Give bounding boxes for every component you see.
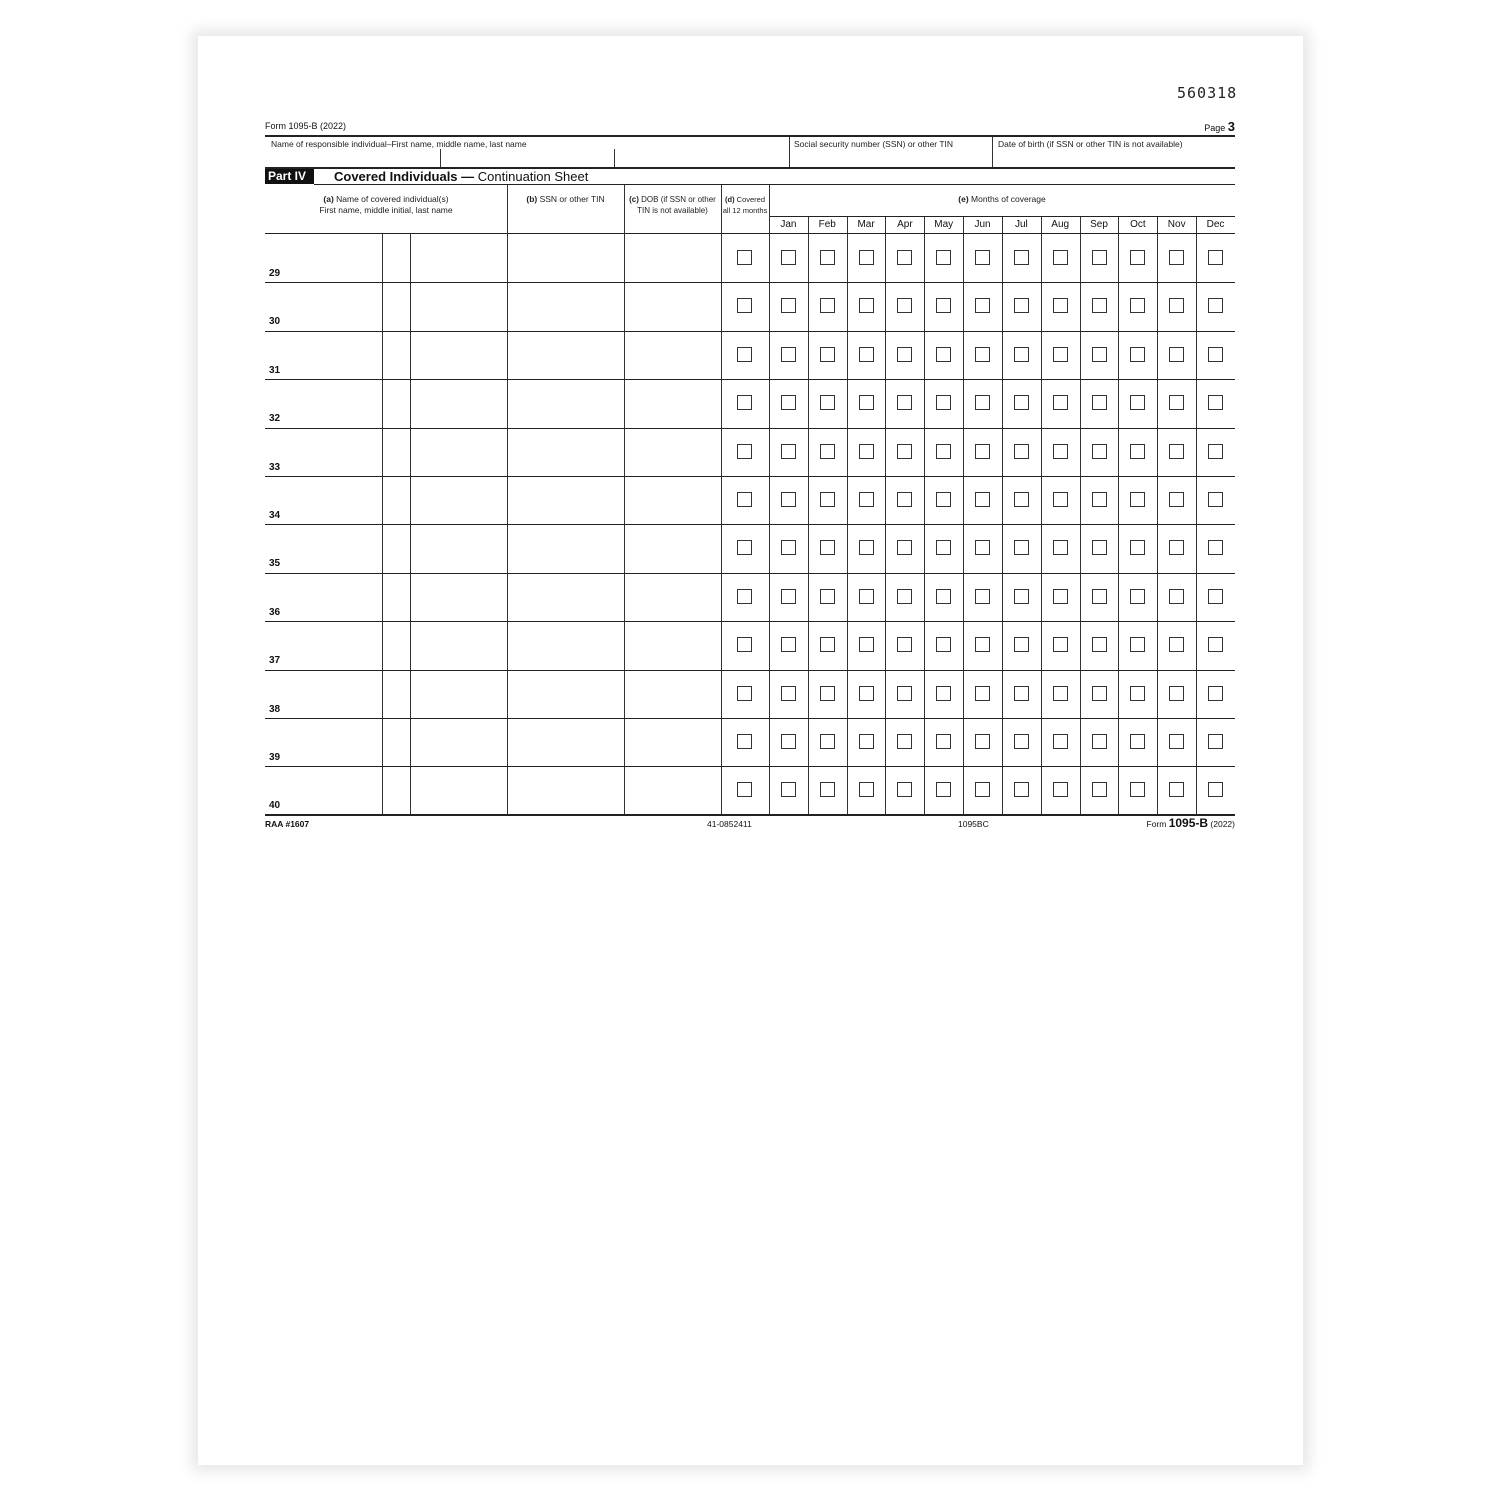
part-badge: Part IV (265, 169, 314, 184)
month-checkbox-feb[interactable] (820, 782, 835, 797)
month-checkbox-nov[interactable] (1169, 540, 1184, 555)
footer-form-year: (2022) (1208, 819, 1235, 829)
month-checkbox-jul[interactable] (1014, 298, 1029, 313)
month-checkbox-jul[interactable] (1014, 782, 1029, 797)
month-checkbox-jun[interactable] (975, 686, 990, 701)
month-checkbox-oct[interactable] (1130, 444, 1145, 459)
month-checkbox-sep[interactable] (1092, 298, 1107, 313)
month-checkbox-dec[interactable] (1208, 782, 1223, 797)
month-checkbox-sep[interactable] (1092, 637, 1107, 652)
row-dob-field[interactable] (625, 718, 721, 765)
month-header-aug: Aug (1051, 219, 1070, 230)
row-first-name-field[interactable] (265, 524, 382, 571)
month-checkbox-nov[interactable] (1169, 637, 1184, 652)
month-checkbox-jul[interactable] (1014, 637, 1029, 652)
month-checkbox-jan[interactable] (781, 347, 796, 362)
month-checkbox-mar[interactable] (859, 734, 874, 749)
row-dob-field[interactable] (625, 621, 721, 668)
row-ssn-field[interactable] (508, 573, 624, 620)
page-number (1204, 119, 1235, 134)
month-checkbox-apr[interactable] (897, 298, 912, 313)
month-checkbox-aug[interactable] (1053, 492, 1068, 507)
month-checkbox-sep[interactable] (1092, 589, 1107, 604)
month-checkbox-mar[interactable] (859, 782, 874, 797)
month-checkbox-jan[interactable] (781, 250, 796, 265)
row-last-name-field[interactable] (411, 573, 507, 620)
month-checkbox-oct[interactable] (1130, 347, 1145, 362)
row-last-name-field[interactable] (411, 718, 507, 765)
row-ssn-field[interactable] (508, 428, 624, 475)
month-checkbox-dec[interactable] (1208, 298, 1223, 313)
col-d-header (721, 194, 769, 216)
month-checkbox-apr[interactable] (897, 444, 912, 459)
month-checkbox-nov[interactable] (1169, 782, 1184, 797)
month-checkbox-feb[interactable] (820, 395, 835, 410)
month-header-dec: Dec (1206, 219, 1225, 230)
footer-form (1147, 816, 1236, 830)
month-checkbox-sep[interactable] (1092, 492, 1107, 507)
row-middle-initial-field[interactable] (383, 234, 410, 281)
month-checkbox-may[interactable] (936, 492, 951, 507)
month-checkbox-nov[interactable] (1169, 492, 1184, 507)
month-checkbox-jul[interactable] (1014, 492, 1029, 507)
month-checkbox-jun[interactable] (975, 298, 990, 313)
row-middle-initial-field[interactable] (383, 379, 410, 426)
responsible-middle-name-field[interactable] (441, 149, 614, 167)
month-header-mar: Mar (857, 219, 875, 230)
month-header-jul: Jul (1014, 219, 1028, 230)
month-checkbox-apr[interactable] (897, 492, 912, 507)
month-checkbox-sep[interactable] (1092, 444, 1107, 459)
month-checkbox-aug[interactable] (1053, 298, 1068, 313)
month-checkbox-mar[interactable] (859, 298, 874, 313)
month-checkbox-apr[interactable] (897, 734, 912, 749)
month-checkbox-oct[interactable] (1130, 492, 1145, 507)
row-middle-initial-field[interactable] (383, 331, 410, 378)
month-checkbox-mar[interactable] (859, 589, 874, 604)
month-checkbox-jun[interactable] (975, 782, 990, 797)
row-dob-field[interactable] (625, 670, 721, 717)
month-checkbox-sep[interactable] (1092, 540, 1107, 555)
month-checkbox-dec[interactable] (1208, 250, 1223, 265)
month-checkbox-oct[interactable] (1130, 637, 1145, 652)
top-rule (265, 135, 1235, 137)
month-checkbox-jun[interactable] (975, 347, 990, 362)
month-checkbox-aug[interactable] (1053, 347, 1068, 362)
month-checkbox-feb[interactable] (820, 492, 835, 507)
row-middle-initial-field[interactable] (383, 573, 410, 620)
month-checkbox-sep[interactable] (1092, 395, 1107, 410)
month-header-oct: Oct (1130, 219, 1146, 230)
covered-all-12-checkbox[interactable] (737, 347, 752, 362)
row-first-name-field[interactable] (265, 766, 382, 813)
month-checkbox-feb[interactable] (820, 637, 835, 652)
month-checkbox-aug[interactable] (1053, 734, 1068, 749)
month-checkbox-jul[interactable] (1014, 250, 1029, 265)
month-checkbox-nov[interactable] (1169, 734, 1184, 749)
row-middle-initial-field[interactable] (383, 766, 410, 813)
month-checkbox-oct[interactable] (1130, 395, 1145, 410)
month-checkbox-nov[interactable] (1169, 686, 1184, 701)
row-dob-field[interactable] (625, 379, 721, 426)
covered-all-12-checkbox[interactable] (737, 492, 752, 507)
month-checkbox-apr[interactable] (897, 589, 912, 604)
covered-all-12-checkbox[interactable] (737, 686, 752, 701)
month-checkbox-may[interactable] (936, 540, 951, 555)
col-d-tag: (d) (724, 195, 735, 204)
month-checkbox-jan[interactable] (781, 782, 796, 797)
month-checkbox-jul[interactable] (1014, 347, 1029, 362)
month-checkbox-nov[interactable] (1169, 589, 1184, 604)
month-checkbox-nov[interactable] (1169, 395, 1184, 410)
month-checkbox-oct[interactable] (1130, 734, 1145, 749)
month-checkbox-oct[interactable] (1130, 782, 1145, 797)
month-checkbox-jul[interactable] (1014, 540, 1029, 555)
month-checkbox-may[interactable] (936, 347, 951, 362)
month-checkbox-may[interactable] (936, 250, 951, 265)
row-dob-field[interactable] (625, 282, 721, 329)
col-b-tag: (b) (526, 194, 538, 204)
page-number-value: 3 (1227, 119, 1235, 134)
month-checkbox-dec[interactable] (1208, 589, 1223, 604)
row-first-name-field[interactable] (265, 670, 382, 717)
row-number: 31 (269, 364, 281, 376)
row-first-name-field[interactable] (265, 476, 382, 523)
month-checkbox-jul[interactable] (1014, 589, 1029, 604)
month-checkbox-jan[interactable] (781, 540, 796, 555)
month-checkbox-jan[interactable] (781, 637, 796, 652)
covered-all-12-checkbox[interactable] (737, 298, 752, 313)
row-last-name-field[interactable] (411, 234, 507, 281)
row-number: 35 (269, 558, 281, 570)
month-header-feb: Feb (818, 219, 836, 230)
covered-all-12-checkbox[interactable] (737, 637, 752, 652)
month-checkbox-sep[interactable] (1092, 686, 1107, 701)
row-number: 32 (269, 413, 281, 425)
month-checkbox-mar[interactable] (859, 250, 874, 265)
month-checkbox-jun[interactable] (975, 444, 990, 459)
row-middle-initial-field[interactable] (383, 428, 410, 475)
month-checkbox-feb[interactable] (820, 540, 835, 555)
row-last-name-field[interactable] (411, 476, 507, 523)
month-checkbox-aug[interactable] (1053, 589, 1068, 604)
month-header-jun: Jun (974, 219, 991, 230)
responsible-dob-field[interactable] (993, 150, 1235, 167)
month-checkbox-jun[interactable] (975, 250, 990, 265)
month-header-jan: Jan (780, 219, 797, 230)
part-title-bold: Covered Individuals — (334, 169, 475, 184)
row-last-name-field[interactable] (411, 621, 507, 668)
form-header: Form 1095-B (2022) (265, 121, 347, 131)
month-header-nov: Nov (1167, 219, 1186, 230)
month-checkbox-mar[interactable] (859, 395, 874, 410)
row-dob-field[interactable] (625, 524, 721, 571)
month-checkbox-may[interactable] (936, 782, 951, 797)
footer-form-name: 1095-B (1168, 816, 1209, 830)
month-checkbox-sep[interactable] (1092, 250, 1107, 265)
month-checkbox-jan[interactable] (781, 589, 796, 604)
month-checkbox-jan[interactable] (781, 444, 796, 459)
responsible-name-label: Name of responsible individual–First name, middle name, last name (271, 139, 527, 149)
row-last-name-field[interactable] (411, 282, 507, 329)
col-e-tag: (e) (958, 194, 969, 204)
month-checkbox-apr[interactable] (897, 686, 912, 701)
month-checkbox-feb[interactable] (820, 589, 835, 604)
month-checkbox-aug[interactable] (1053, 540, 1068, 555)
month-checkbox-sep[interactable] (1092, 734, 1107, 749)
month-checkbox-nov[interactable] (1169, 347, 1184, 362)
month-checkbox-feb[interactable] (820, 347, 835, 362)
month-header-apr: Apr (897, 219, 913, 230)
month-checkbox-jun[interactable] (975, 540, 990, 555)
month-checkbox-may[interactable] (936, 637, 951, 652)
month-checkbox-may[interactable] (936, 395, 951, 410)
month-checkbox-oct[interactable] (1130, 540, 1145, 555)
month-checkbox-jul[interactable] (1014, 395, 1029, 410)
row-ssn-field[interactable] (508, 670, 624, 717)
col-b-header (507, 194, 624, 205)
footer-form-prefix: Form (1146, 819, 1169, 829)
month-checkbox-dec[interactable] (1208, 492, 1223, 507)
month-checkbox-nov[interactable] (1169, 444, 1184, 459)
month-checkbox-jun[interactable] (975, 637, 990, 652)
month-checkbox-feb[interactable] (820, 734, 835, 749)
row-first-name-field[interactable] (265, 718, 382, 765)
document-id: 560318 (1177, 84, 1238, 102)
month-checkbox-may[interactable] (936, 734, 951, 749)
row-middle-initial-field[interactable] (383, 670, 410, 717)
month-checkbox-dec[interactable] (1208, 444, 1223, 459)
month-checkbox-aug[interactable] (1053, 250, 1068, 265)
row-ssn-field[interactable] (508, 331, 624, 378)
row-number: 33 (269, 461, 281, 473)
row-ssn-field[interactable] (508, 282, 624, 329)
row-dob-field[interactable] (625, 428, 721, 475)
row-number: 34 (269, 510, 281, 521)
row-ssn-field[interactable] (508, 621, 624, 668)
row-number: 40 (269, 800, 281, 812)
part-title-rest: Continuation Sheet (474, 169, 589, 184)
month-checkbox-jan[interactable] (781, 395, 796, 410)
col-c-line1: DOB (if SSN or other (638, 195, 716, 204)
month-checkbox-apr[interactable] (897, 637, 912, 652)
month-header-may: May (934, 219, 954, 230)
month-checkbox-jan[interactable] (781, 298, 796, 313)
month-checkbox-aug[interactable] (1053, 782, 1068, 797)
month-checkbox-jun[interactable] (975, 492, 990, 507)
month-checkbox-dec[interactable] (1208, 395, 1223, 410)
row-dob-field[interactable] (625, 766, 721, 813)
col-a-line1: Name of covered individual(s) (333, 194, 449, 204)
month-checkbox-feb[interactable] (820, 250, 835, 265)
month-checkbox-sep[interactable] (1092, 347, 1107, 362)
col-d-line2: all 12 months (722, 206, 768, 215)
month-checkbox-mar[interactable] (859, 637, 874, 652)
col-b-text: SSN or other TIN (537, 194, 605, 204)
row-last-name-field[interactable] (411, 670, 507, 717)
row-ssn-field[interactable] (508, 379, 624, 426)
row-ssn-field[interactable] (508, 718, 624, 765)
responsible-ssn-field[interactable] (790, 150, 992, 167)
footer-code: 1095BC (958, 819, 989, 829)
row-first-name-field[interactable] (265, 428, 382, 475)
row-middle-initial-field[interactable] (383, 476, 410, 523)
col-c-line2: TIN is not available) (637, 206, 708, 215)
row-ssn-field[interactable] (508, 524, 624, 571)
row-ssn-field[interactable] (508, 766, 624, 813)
row-number: 30 (269, 316, 281, 328)
month-checkbox-apr[interactable] (897, 347, 912, 362)
ssn-label: Social security number (SSN) or other TIN (794, 139, 954, 149)
month-checkbox-dec[interactable] (1208, 734, 1223, 749)
covered-all-12-checkbox[interactable] (737, 395, 752, 410)
month-checkbox-jul[interactable] (1014, 686, 1029, 701)
row-ssn-field[interactable] (508, 476, 624, 523)
month-header-sep: Sep (1090, 219, 1108, 230)
footer-ein: 41-0852411 (707, 819, 752, 829)
responsible-last-name-field[interactable] (615, 149, 789, 167)
row-first-name-field[interactable] (265, 621, 382, 668)
page-label: Page (1204, 123, 1226, 133)
month-checkbox-apr[interactable] (897, 782, 912, 797)
month-checkbox-nov[interactable] (1169, 250, 1184, 265)
dob-label: Date of birth (if SSN or other TIN is not available) (998, 139, 1183, 149)
row-middle-initial-field[interactable] (383, 718, 410, 765)
month-checkbox-dec[interactable] (1208, 686, 1223, 701)
col-c-tag: (c) (629, 195, 639, 204)
month-checkbox-aug[interactable] (1053, 395, 1068, 410)
month-checkbox-apr[interactable] (897, 540, 912, 555)
row-number: 37 (269, 655, 281, 667)
month-checkbox-aug[interactable] (1053, 637, 1068, 652)
row-first-name-field[interactable] (265, 234, 382, 281)
row-first-name-field[interactable] (265, 331, 382, 378)
row-last-name-field[interactable] (411, 379, 507, 426)
month-checkbox-mar[interactable] (859, 686, 874, 701)
footer-raa: RAA #1607 (265, 819, 310, 829)
month-checkbox-oct[interactable] (1130, 589, 1145, 604)
row-dob-field[interactable] (625, 573, 721, 620)
row-dob-field[interactable] (625, 331, 721, 378)
month-checkbox-may[interactable] (936, 444, 951, 459)
row-middle-initial-field[interactable] (383, 282, 410, 329)
row-number: 39 (269, 752, 281, 763)
col-a-line2: First name, middle initial, last name (319, 205, 453, 215)
month-checkbox-apr[interactable] (897, 250, 912, 265)
row-last-name-field[interactable] (411, 766, 507, 813)
covered-all-12-checkbox[interactable] (737, 444, 752, 459)
table-bottom-rule (265, 814, 1235, 816)
col-d-line1: Covered (734, 195, 765, 204)
month-checkbox-mar[interactable] (859, 444, 874, 459)
month-checkbox-jan[interactable] (781, 492, 796, 507)
month-checkbox-may[interactable] (936, 298, 951, 313)
part-title (334, 169, 588, 184)
month-checkbox-jun[interactable] (975, 734, 990, 749)
row-dob-field[interactable] (625, 476, 721, 523)
month-checkbox-mar[interactable] (859, 540, 874, 555)
col-a-tag: (a) (323, 194, 334, 204)
month-checkbox-apr[interactable] (897, 395, 912, 410)
responsible-first-name-field[interactable] (265, 149, 440, 167)
row-middle-initial-field[interactable] (383, 524, 410, 571)
month-checkbox-mar[interactable] (859, 492, 874, 507)
col-e-header (769, 194, 1235, 205)
month-checkbox-dec[interactable] (1208, 540, 1223, 555)
month-checkbox-jul[interactable] (1014, 444, 1029, 459)
month-checkbox-feb[interactable] (820, 298, 835, 313)
month-checkbox-oct[interactable] (1130, 686, 1145, 701)
month-checkbox-may[interactable] (936, 686, 951, 701)
month-checkbox-feb[interactable] (820, 686, 835, 701)
month-checkbox-sep[interactable] (1092, 782, 1107, 797)
month-checkbox-jun[interactable] (975, 395, 990, 410)
row-first-name-field[interactable] (265, 573, 382, 620)
row-last-name-field[interactable] (411, 428, 507, 475)
row-first-name-field[interactable] (265, 282, 382, 329)
row-number: 29 (269, 268, 281, 279)
row-last-name-field[interactable] (411, 524, 507, 571)
row-middle-initial-field[interactable] (383, 621, 410, 668)
month-checkbox-nov[interactable] (1169, 298, 1184, 313)
month-checkbox-oct[interactable] (1130, 298, 1145, 313)
month-checkbox-feb[interactable] (820, 444, 835, 459)
row-ssn-field[interactable] (508, 234, 624, 281)
col-e-text: Months of coverage (968, 194, 1046, 204)
covered-all-12-checkbox[interactable] (737, 782, 752, 797)
row-last-name-field[interactable] (411, 331, 507, 378)
month-checkbox-aug[interactable] (1053, 444, 1068, 459)
month-checkbox-aug[interactable] (1053, 686, 1068, 701)
month-checkbox-dec[interactable] (1208, 347, 1223, 362)
covered-all-12-checkbox[interactable] (737, 540, 752, 555)
month-checkbox-jan[interactable] (781, 686, 796, 701)
month-checkbox-mar[interactable] (859, 347, 874, 362)
row-number: 38 (269, 703, 281, 715)
covered-all-12-checkbox[interactable] (737, 589, 752, 604)
month-checkbox-dec[interactable] (1208, 637, 1223, 652)
covered-all-12-checkbox[interactable] (737, 734, 752, 749)
month-checkbox-oct[interactable] (1130, 250, 1145, 265)
month-checkbox-jun[interactable] (975, 589, 990, 604)
month-checkbox-jan[interactable] (781, 734, 796, 749)
month-checkbox-jul[interactable] (1014, 734, 1029, 749)
row-first-name-field[interactable] (265, 379, 382, 426)
covered-all-12-checkbox[interactable] (737, 250, 752, 265)
col-c-header (624, 194, 721, 216)
col-a-header (265, 194, 507, 216)
month-checkbox-may[interactable] (936, 589, 951, 604)
part-rule (314, 184, 1235, 185)
row-number: 36 (269, 606, 281, 618)
row-dob-field[interactable] (625, 234, 721, 281)
